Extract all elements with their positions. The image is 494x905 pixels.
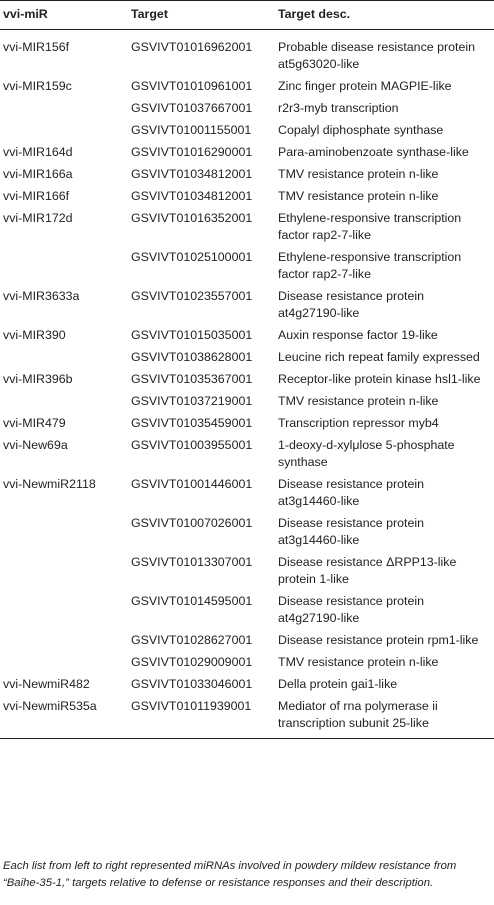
table-row: [0, 590, 494, 629]
target-desc-cell: Disease resistance protein at3g14460-like: [278, 516, 425, 547]
target-id-cell: GSVIVT01015035001: [131, 328, 253, 342]
target-id-cell: GSVIVT01023557001: [131, 289, 253, 303]
target-desc-cell: 1-deoxy-d-xylμlοse 5-phosphate synthase: [278, 438, 455, 469]
target-id-cell: GSVIVT01034812001: [131, 167, 253, 181]
mirna-cell: vvi-MIR396b: [3, 372, 73, 386]
target-id-cell: GSVIVT01035459001: [131, 416, 253, 430]
table-row: [0, 246, 494, 285]
table-row: [0, 75, 494, 97]
target-desc-cell: Copalyl diphosphate synthase: [278, 123, 444, 137]
table-row: [0, 285, 494, 324]
target-id-cell: GSVIVT01038628001: [131, 350, 253, 364]
target-desc-cell: Transcription repressor myb4: [278, 416, 439, 430]
mirna-cell: vvi-MIR159c: [3, 79, 72, 93]
table-row: [0, 207, 494, 246]
table-row: [0, 551, 494, 590]
table-row: [0, 97, 494, 119]
mirna-cell: [0, 119, 127, 141]
target-id-cell: GSVIVT01007026001: [131, 516, 253, 530]
mirna-cell: vvi-MIR390: [3, 328, 66, 342]
header-row: [0, 1, 494, 30]
header-target: Target: [127, 1, 274, 30]
target-desc-cell: Zinc finger protein MAGPIE-like: [278, 79, 452, 93]
target-desc-cell: Mediator of rna polymerase ii transcription subunit 25-like: [278, 699, 438, 730]
table-body: [0, 30, 494, 739]
table-row: [0, 119, 494, 141]
target-id-cell: GSVIVT01037667001: [131, 101, 253, 115]
mirna-cell: [0, 390, 127, 412]
table-row: [0, 695, 494, 739]
table-row: [0, 629, 494, 651]
target-id-cell: GSVIVT01003955001: [131, 438, 253, 452]
table-row: [0, 434, 494, 473]
table-header: [0, 1, 494, 30]
target-desc-cell: Receptor-like protein kinase hsl1-like: [278, 372, 481, 386]
target-id-cell: GSVIVT01016962001: [131, 40, 253, 54]
target-desc-cell: r2r3-myb transcription: [278, 101, 399, 115]
target-id-cell: GSVIVT01014595001: [131, 594, 253, 608]
target-desc-cell: Disease resistance protein at3g14460-like: [278, 477, 425, 508]
mirna-cell: vvi-MIR156f: [3, 40, 70, 54]
target-desc-cell: TMV resistance protein n-like: [278, 167, 439, 181]
mirna-cell: vvi-MIR166f: [3, 189, 70, 203]
mirna-cell: vvi-NewmiR482: [3, 677, 90, 691]
mirna-cell: vvi-New69a: [3, 438, 68, 452]
target-id-cell: GSVIVT01028627001: [131, 633, 253, 647]
target-id-cell: GSVIVT01025100001: [131, 250, 253, 264]
table-row: [0, 473, 494, 512]
mirna-cell: [0, 590, 127, 629]
mirna-cell: [0, 512, 127, 551]
table-row: [0, 512, 494, 551]
mirna-cell: [0, 97, 127, 119]
target-id-cell: GSVIVT01013307001: [131, 555, 253, 569]
mirna-cell: vvi-MIR479: [3, 416, 66, 430]
header-target-desc: Target desc.: [274, 1, 494, 30]
target-id-cell: GSVIVT01001446001: [131, 477, 253, 491]
table-row: [0, 412, 494, 434]
table-row: [0, 324, 494, 346]
target-desc-cell: Probable disease resistance protein at5g63020-like: [278, 40, 475, 71]
table-row: [0, 163, 494, 185]
target-id-cell: GSVIVT01034812001: [131, 189, 253, 203]
target-id-cell: GSVIVT01037219001: [131, 394, 253, 408]
target-desc-cell: Disease resistance protein at4g27190-like: [278, 289, 425, 320]
target-id-cell: GSVIVT01033046001: [131, 677, 253, 691]
target-desc-cell: TMV resistance protein n-like: [278, 189, 439, 203]
target-desc-cell: Ethylene-responsive transcription factor rap2-7-like: [278, 250, 462, 281]
mirna-cell: vvi-NewmiR535a: [3, 699, 97, 713]
mirna-cell: [0, 551, 127, 590]
target-desc-cell: Disease resistance protein rpm1-like: [278, 633, 479, 647]
table-row: [0, 673, 494, 695]
target-desc-cell: Disease resistance ΔRPP13-like protein 1-like: [278, 555, 457, 586]
table-row: [0, 30, 494, 76]
target-id-cell: GSVIVT01016352001: [131, 211, 253, 225]
table-row: [0, 185, 494, 207]
table-row: [0, 390, 494, 412]
target-desc-cell: Leucine rich repeat family expressed: [278, 350, 480, 364]
header-mirna: vvi-miR: [0, 1, 127, 30]
table-row: [0, 141, 494, 163]
target-id-cell: GSVIVT01016290001: [131, 145, 253, 159]
mirna-cell: vvi-MIR3633a: [3, 289, 80, 303]
table-row: [0, 368, 494, 390]
target-id-cell: GSVIVT01011939001: [131, 699, 252, 713]
target-id-cell: GSVIVT01029009001: [131, 655, 253, 669]
target-id-cell: GSVIVT01035367001: [131, 372, 253, 386]
target-desc-cell: Disease resistance protein at4g27190-like: [278, 594, 425, 625]
target-id-cell: GSVIVT01010961001: [131, 79, 253, 93]
target-desc-cell: TMV resistance protein n-like: [278, 655, 439, 669]
mirna-cell: [0, 629, 127, 651]
mirna-cell: [0, 246, 127, 285]
mirna-cell: vvi-MIR164d: [3, 145, 73, 159]
target-desc-cell: Ethylene-responsive transcription factor rap2-7-like: [278, 211, 462, 242]
target-desc-cell: Della protein gai1-like: [278, 677, 398, 691]
mirna-cell: vvi-MIR172d: [3, 211, 73, 225]
target-id-cell: GSVIVT01001155001: [131, 123, 252, 137]
mirna-cell: vvi-MIR166a: [3, 167, 73, 181]
mirna-cell: [0, 651, 127, 673]
target-desc-cell: Auxin response factor 19-like: [278, 328, 438, 342]
mirna-cell: vvi-NewmiR2118: [3, 477, 96, 491]
table-row: [0, 651, 494, 673]
table-row: [0, 346, 494, 368]
mirna-cell: [0, 346, 127, 368]
target-desc-cell: TMV resistance protein n-like: [278, 394, 439, 408]
table-footnote: Each list from left to right represented miRNAs involved in powdery mildew resistance from “Baihe-35-1,” targets relative to defense or resistance responses and their description.: [3, 860, 457, 889]
target-desc-cell: Para-aminobenzoate synthase-like: [278, 145, 469, 159]
